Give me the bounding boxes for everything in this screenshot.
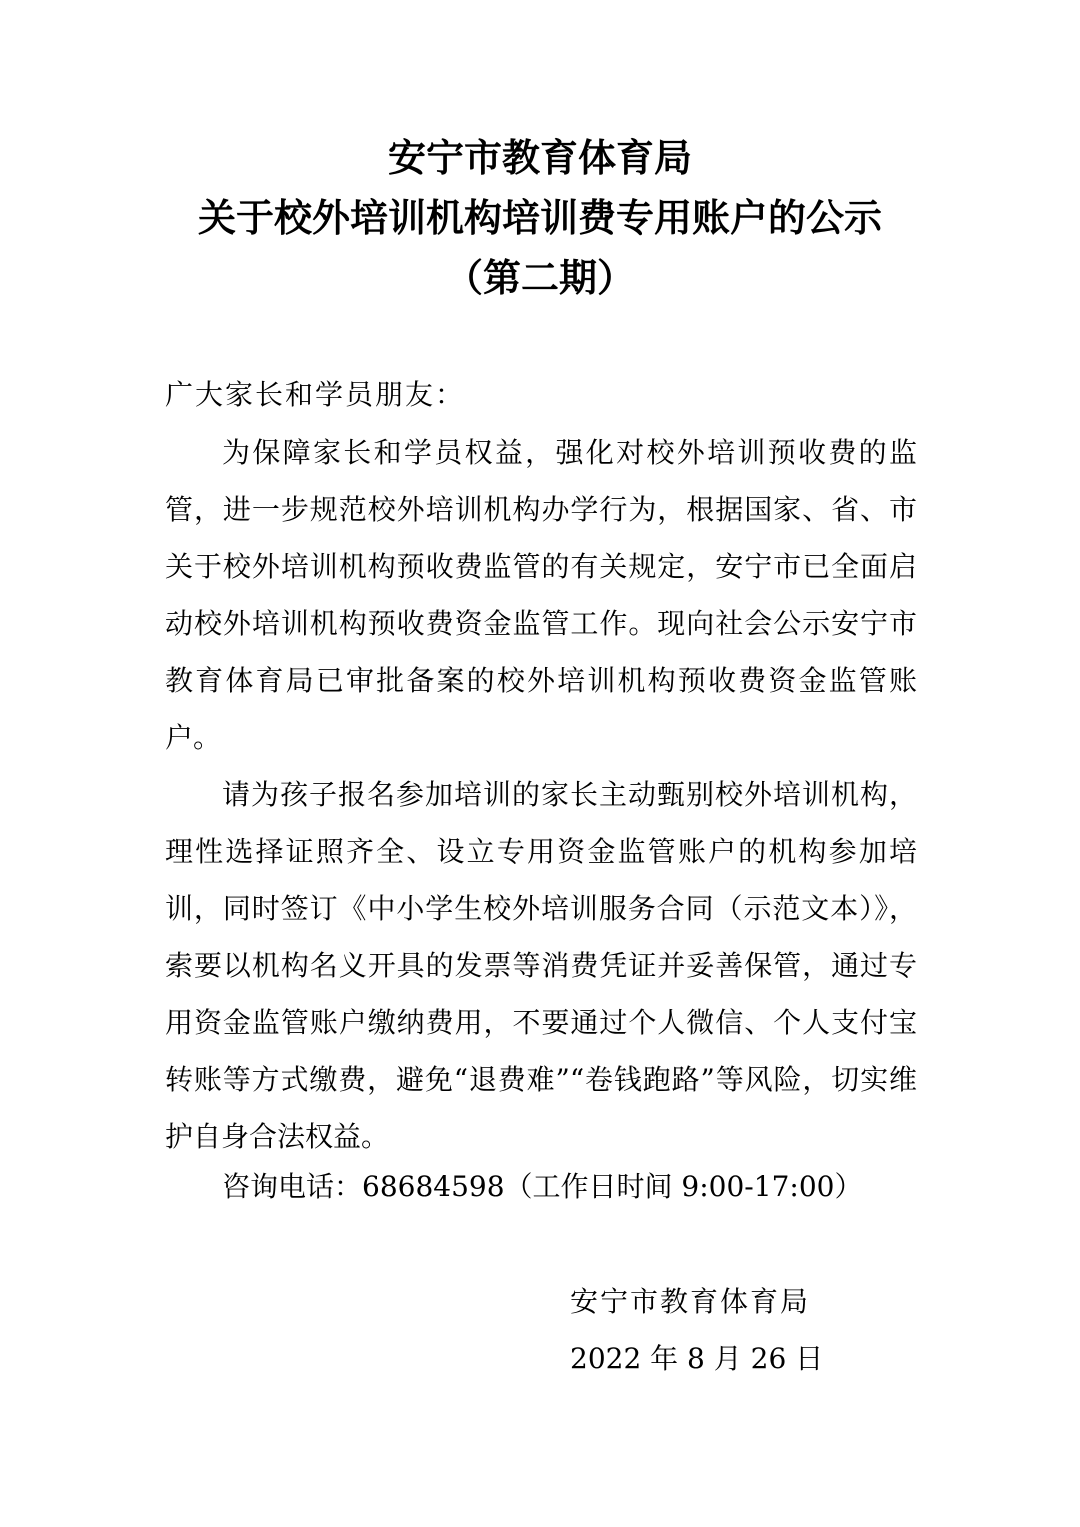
paragraph-1-line: 关于校外培训机构预收费监管的有关规定，安宁市已全面启 <box>165 550 917 583</box>
greeting: 广大家长和学员朋友： <box>165 378 466 411</box>
paragraph-1-line: 为保障家长和学员权益，强化对校外培训预收费的监 <box>222 436 917 469</box>
paragraph-1-line: 动校外培训机构预收费资金监管工作。现向社会公示安宁市 <box>165 607 917 640</box>
signature-date: 2022 年 8 月 26 日 <box>570 1342 824 1375</box>
signature-organization: 安宁市教育体育局 <box>570 1285 811 1318</box>
paragraph-2-line: 用资金监管账户缴纳费用，不要通过个人微信、个人支付宝 <box>165 1006 917 1039</box>
paragraph-2-line: 转账等方式缴费，避免“退费难”“卷钱跑路”等风险，切实维 <box>165 1063 917 1096</box>
paragraph-2-line: 护自身合法权益。 <box>165 1120 390 1153</box>
paragraph-2-line: 训，同时签订《中小学生校外培训服务合同（示范文本）》， <box>165 892 917 925</box>
title-line-2: 关于校外培训机构培训费专用账户的公示 <box>197 195 882 240</box>
paragraph-1-line: 教育体育局已审批备案的校外培训机构预收费资金监管账 <box>165 664 917 697</box>
paragraph-2-line: 索要以机构名义开具的发票等消费凭证并妥善保管，通过专 <box>165 949 917 982</box>
paragraph-2-line: 请为孩子报名参加培训的家长主动甄别校外培训机构， <box>222 778 917 811</box>
paragraph-1-line: 管，进一步规范校外培训机构办学行为，根据国家、省、市 <box>165 493 917 526</box>
consult-phone-line: 咨询电话：68684598（工作日时间 9:00-17:00） <box>222 1170 863 1203</box>
title-line-1: 安宁市教育体育局 <box>387 135 692 180</box>
paragraph-1-line: 户。 <box>165 721 222 754</box>
title-line-3: （第二期） <box>444 255 635 300</box>
paragraph-2-line: 理性选择证照齐全、设立专用资金监管账户的机构参加培 <box>165 835 917 868</box>
